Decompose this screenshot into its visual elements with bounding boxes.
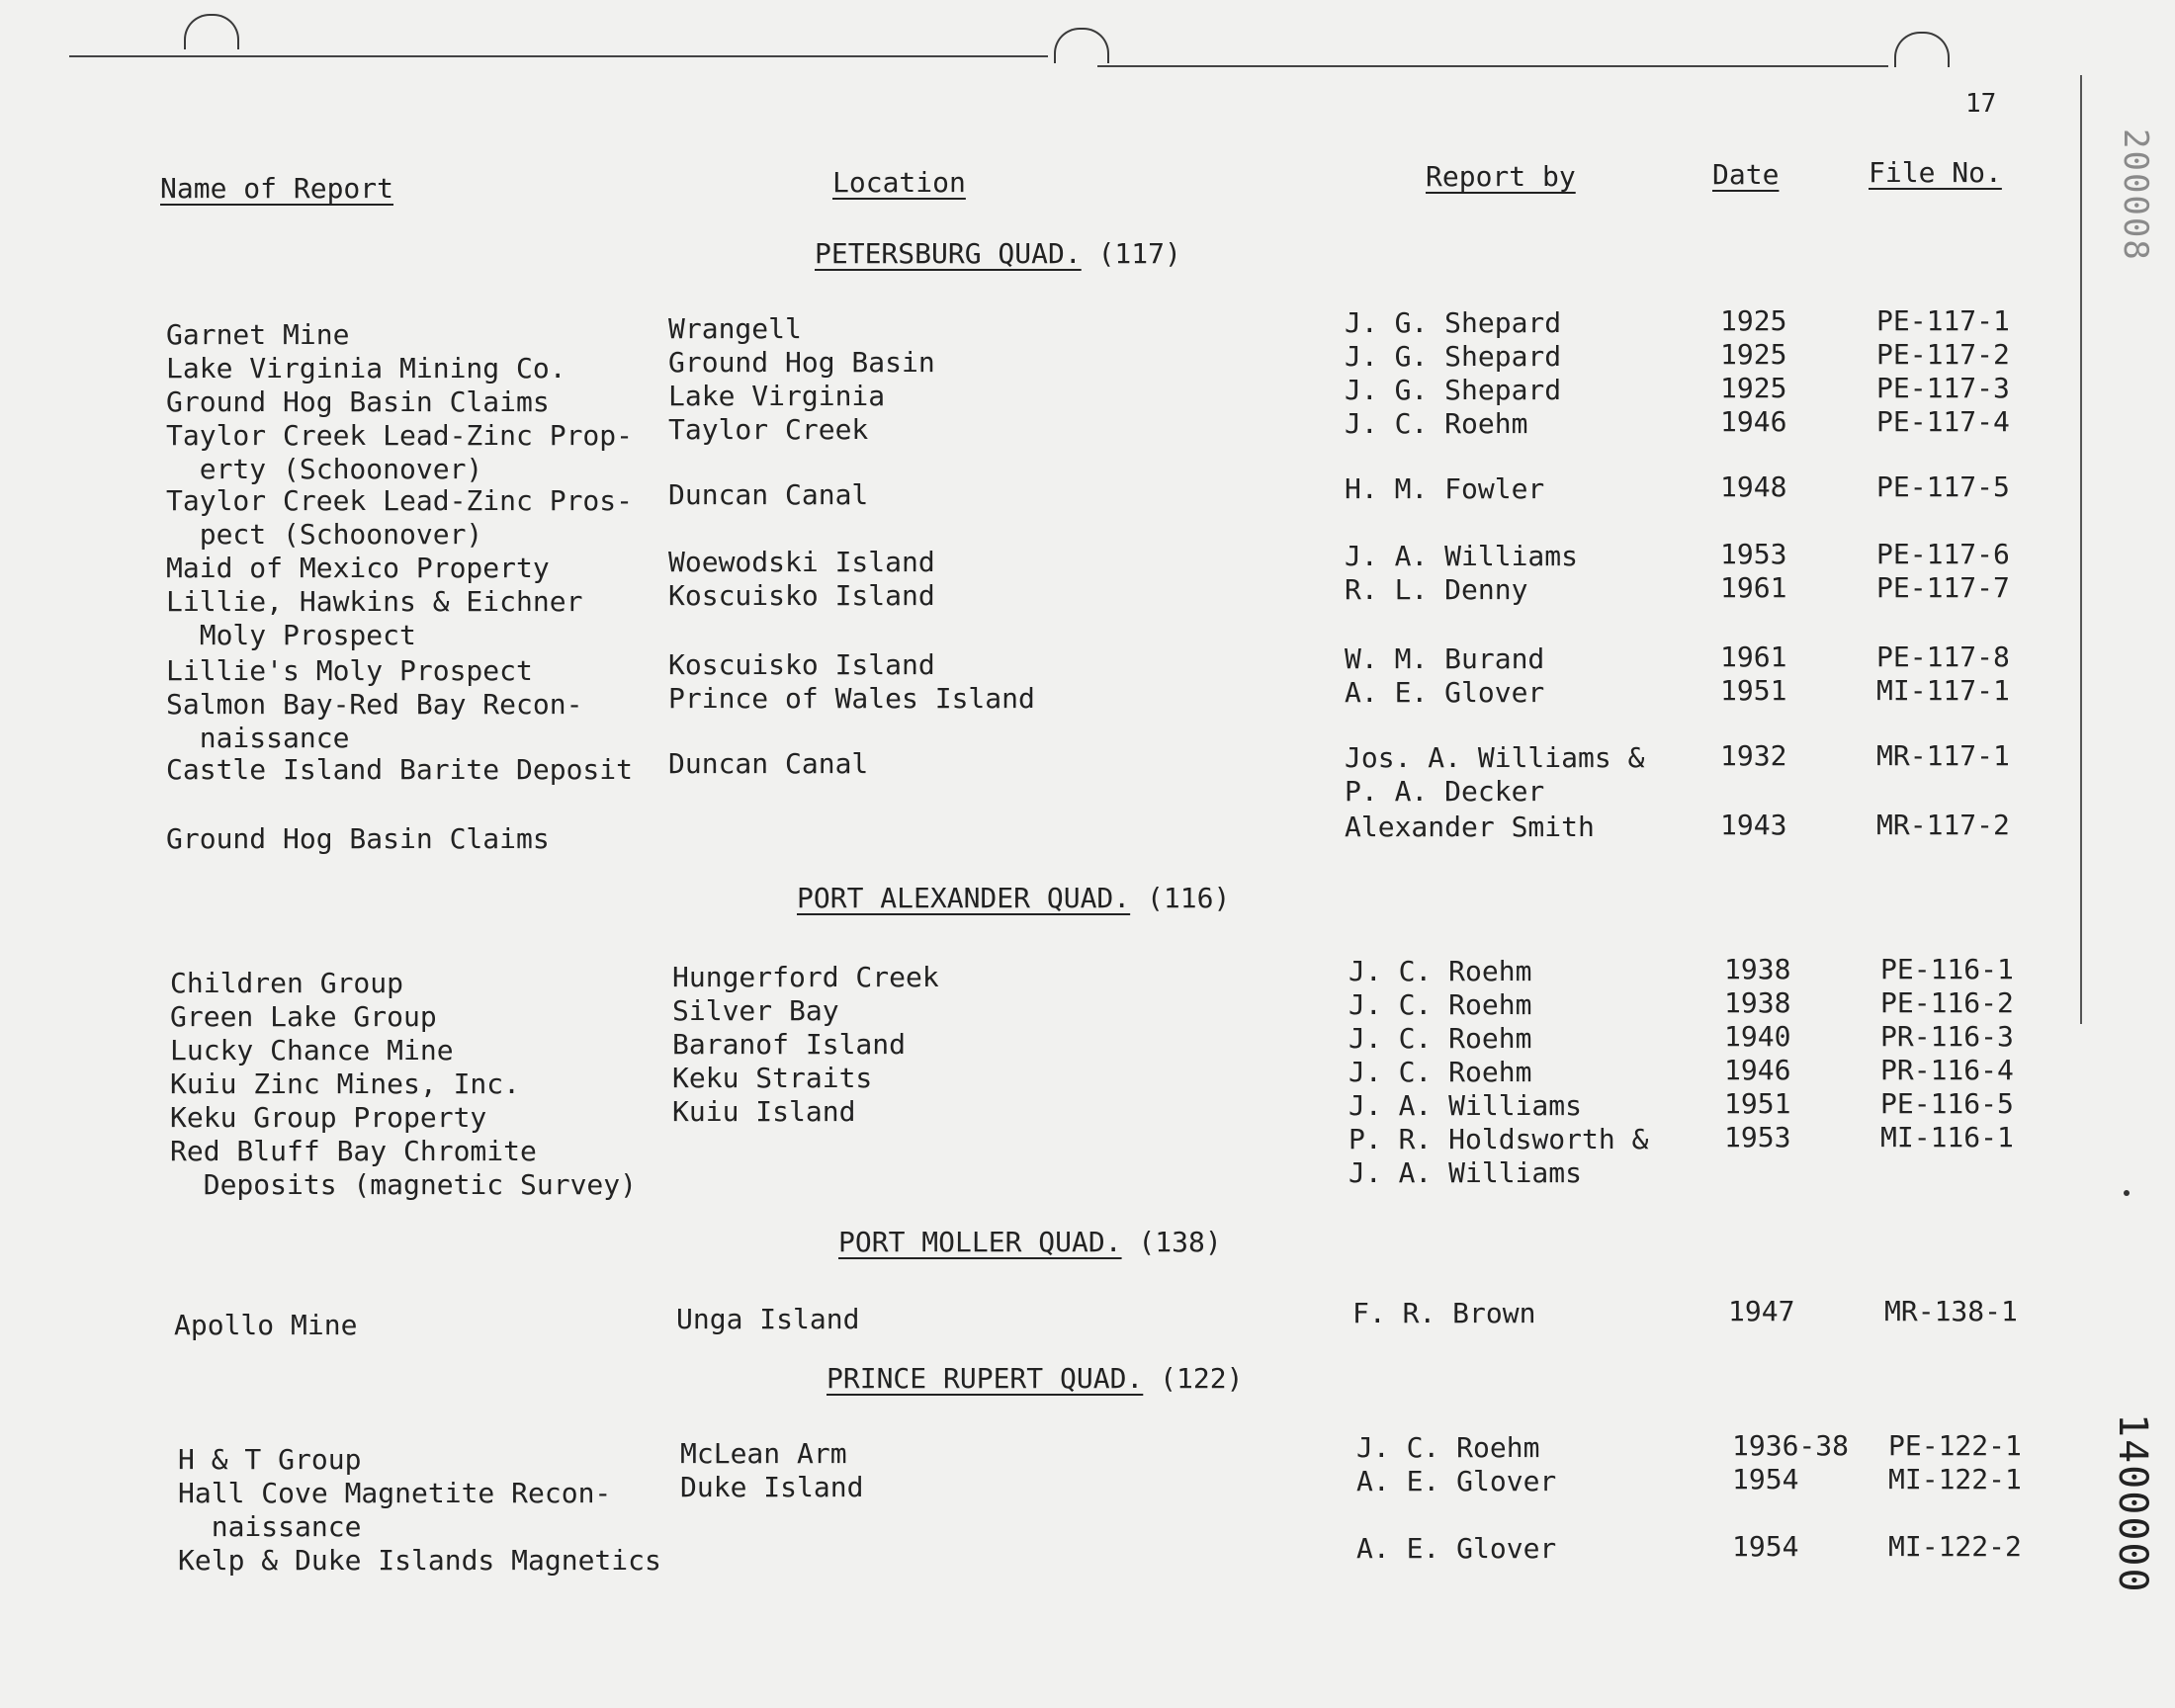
report-author: Jos. A. Williams & P. A. Decker (1345, 741, 1645, 808)
report-name: Kuiu Zinc Mines, Inc. (170, 1068, 521, 1100)
report-file-no: PE-117-7 (1876, 571, 2010, 604)
report-name: Taylor Creek Lead-Zinc Pros- pect (Schoonover) (166, 484, 634, 551)
report-name: Lillie's Moly Prospect (166, 654, 533, 687)
report-date: 1948 (1720, 470, 1787, 503)
report-location: Kuiu Island (672, 1095, 856, 1128)
report-author: W. M. Burand (1345, 642, 1545, 675)
quad-name: PETERSBURG QUAD. (815, 237, 1082, 270)
report-date: 1961 (1720, 640, 1787, 673)
report-date: 1953 (1720, 538, 1787, 570)
report-author: F. R. Brown (1352, 1297, 1536, 1329)
report-date: 1932 (1720, 739, 1787, 772)
report-file-no: MR-117-2 (1876, 809, 2010, 841)
report-location: Prince of Wales Island (668, 682, 1035, 715)
quad-title (815, 237, 1181, 270)
report-author: A. E. Glover (1345, 676, 1545, 709)
report-name: Ground Hog Basin Claims (166, 385, 550, 418)
report-name: Lillie, Hawkins & Eichner Moly Prospect (166, 585, 583, 651)
report-date: 1925 (1720, 304, 1787, 337)
report-author: J. C. Roehm (1348, 1022, 1532, 1055)
report-author: J. C. Roehm (1356, 1431, 1540, 1464)
report-author: Alexander Smith (1345, 811, 1595, 843)
report-date: 1954 (1732, 1530, 1799, 1563)
report-location: Duncan Canal (668, 478, 869, 511)
quad-title (838, 1226, 1222, 1258)
report-file-no: PE-116-5 (1880, 1087, 2014, 1120)
report-author: J. C. Roehm (1348, 988, 1532, 1021)
report-file-no: MI-117-1 (1876, 674, 2010, 707)
report-date: 1951 (1720, 674, 1787, 707)
report-location: Hungerford Creek (672, 961, 939, 993)
report-location: Woewodski Island (668, 546, 935, 578)
report-date: 1947 (1728, 1295, 1795, 1327)
speck (2124, 1190, 2130, 1196)
report-author: J. A. Williams (1345, 540, 1579, 572)
report-file-no: PE-117-8 (1876, 640, 2010, 673)
report-author: P. R. Holdsworth & J. A. Williams (1348, 1123, 1649, 1189)
report-author: R. L. Denny (1345, 573, 1528, 606)
header-report-by: Report by (1426, 160, 1576, 193)
report-date: 1946 (1724, 1054, 1791, 1086)
report-author: J. C. Roehm (1345, 407, 1528, 440)
page-number: 17 (1965, 89, 1997, 119)
quad-number: (117) (1081, 237, 1181, 270)
quad-name: PORT ALEXANDER QUAD. (797, 882, 1131, 914)
report-name: Castle Island Barite Deposit (166, 753, 634, 786)
header-location: Location (832, 166, 966, 199)
report-name: Taylor Creek Lead-Zinc Prop- erty (Schoonover) (166, 419, 634, 485)
report-file-no: PE-117-6 (1876, 538, 2010, 570)
report-name: Lucky Chance Mine (170, 1034, 454, 1067)
report-file-no: MI-116-1 (1880, 1121, 2014, 1153)
report-location: Keku Straits (672, 1062, 873, 1094)
report-location: Unga Island (676, 1303, 860, 1335)
report-location: Koscuisko Island (668, 648, 935, 681)
report-location: Duke Island (680, 1471, 864, 1503)
report-file-no: PE-122-1 (1888, 1429, 2022, 1462)
quad-title (826, 1362, 1243, 1395)
report-file-no: PE-117-2 (1876, 338, 2010, 371)
report-date: 1954 (1732, 1463, 1799, 1495)
side-stamp: 1400000 (2110, 1413, 2155, 1594)
report-location: Ground Hog Basin (668, 346, 935, 379)
report-date: 1943 (1720, 809, 1787, 841)
report-author: J. C. Roehm (1348, 955, 1532, 987)
report-location: Taylor Creek (668, 413, 869, 446)
report-author: J. G. Shepard (1345, 306, 1562, 339)
report-author: J. G. Shepard (1345, 374, 1562, 406)
quad-number: (138) (1121, 1226, 1222, 1258)
report-date: 1938 (1724, 953, 1791, 985)
quad-number: (116) (1130, 882, 1231, 914)
report-file-no: PE-117-5 (1876, 470, 2010, 503)
report-date: 1936-38 (1732, 1429, 1850, 1462)
report-file-no: MI-122-1 (1888, 1463, 2022, 1495)
report-name: Salmon Bay-Red Bay Recon- naissance (166, 688, 583, 754)
report-author: J. G. Shepard (1345, 340, 1562, 373)
report-name: Ground Hog Basin Claims (166, 822, 550, 855)
report-date: 1925 (1720, 338, 1787, 371)
report-location: Lake Virginia (668, 380, 886, 412)
quad-title (797, 882, 1230, 914)
report-name: Green Lake Group (170, 1000, 437, 1033)
report-name: Apollo Mine (174, 1309, 358, 1341)
punch-hole (184, 14, 239, 49)
report-date: 1951 (1724, 1087, 1791, 1120)
report-author: H. M. Fowler (1345, 472, 1545, 505)
report-location: Silver Bay (672, 994, 839, 1027)
quad-name: PRINCE RUPERT QUAD. (826, 1362, 1144, 1395)
report-file-no: PE-116-2 (1880, 986, 2014, 1019)
report-location: Wrangell (668, 312, 802, 345)
report-date: 1946 (1720, 405, 1787, 438)
top-edge-line (69, 55, 1048, 57)
report-name: Hall Cove Magnetite Recon- naissance (178, 1477, 612, 1543)
report-name: H & T Group (178, 1443, 362, 1476)
punch-hole (1054, 28, 1109, 63)
report-location: Baranof Island (672, 1028, 907, 1061)
report-file-no: PE-116-1 (1880, 953, 2014, 985)
report-file-no: MR-117-1 (1876, 739, 2010, 772)
page-edge-line (2080, 75, 2082, 1024)
quad-number: (122) (1143, 1362, 1244, 1395)
report-author: J. C. Roehm (1348, 1056, 1532, 1088)
quad-name: PORT MOLLER QUAD. (838, 1226, 1122, 1258)
report-author: A. E. Glover (1356, 1465, 1557, 1497)
report-name: Children Group (170, 967, 404, 999)
header-file-no: File No. (1869, 156, 2002, 189)
report-author: J. A. Williams (1348, 1089, 1583, 1122)
report-name: Kelp & Duke Islands Magnetics (178, 1544, 661, 1577)
report-name: Garnet Mine (166, 318, 350, 351)
report-file-no: PR-116-3 (1880, 1020, 2014, 1053)
report-location: Koscuisko Island (668, 579, 935, 612)
report-location: Duncan Canal (668, 747, 869, 780)
report-name: Maid of Mexico Property (166, 552, 550, 584)
report-file-no: PE-117-1 (1876, 304, 2010, 337)
report-location: McLean Arm (680, 1437, 847, 1470)
report-date: 1961 (1720, 571, 1787, 604)
report-name: Lake Virginia Mining Co. (166, 352, 566, 384)
report-name: Red Bluff Bay Chromite Deposits (magnetic Survey) (170, 1135, 638, 1201)
top-edge-line (1097, 65, 1888, 67)
side-stamp: 200008 (2116, 128, 2155, 262)
header-name-of-report: Name of Report (160, 172, 394, 205)
report-file-no: MI-122-2 (1888, 1530, 2022, 1563)
report-file-no: PR-116-4 (1880, 1054, 2014, 1086)
report-file-no: MR-138-1 (1884, 1295, 2018, 1327)
report-date: 1940 (1724, 1020, 1791, 1053)
report-author: A. E. Glover (1356, 1532, 1557, 1565)
header-date: Date (1712, 158, 1780, 191)
report-name: Keku Group Property (170, 1101, 487, 1134)
report-date: 1953 (1724, 1121, 1791, 1153)
report-date: 1925 (1720, 372, 1787, 404)
report-file-no: PE-117-4 (1876, 405, 2010, 438)
report-file-no: PE-117-3 (1876, 372, 2010, 404)
punch-hole (1894, 32, 1950, 67)
report-date: 1938 (1724, 986, 1791, 1019)
